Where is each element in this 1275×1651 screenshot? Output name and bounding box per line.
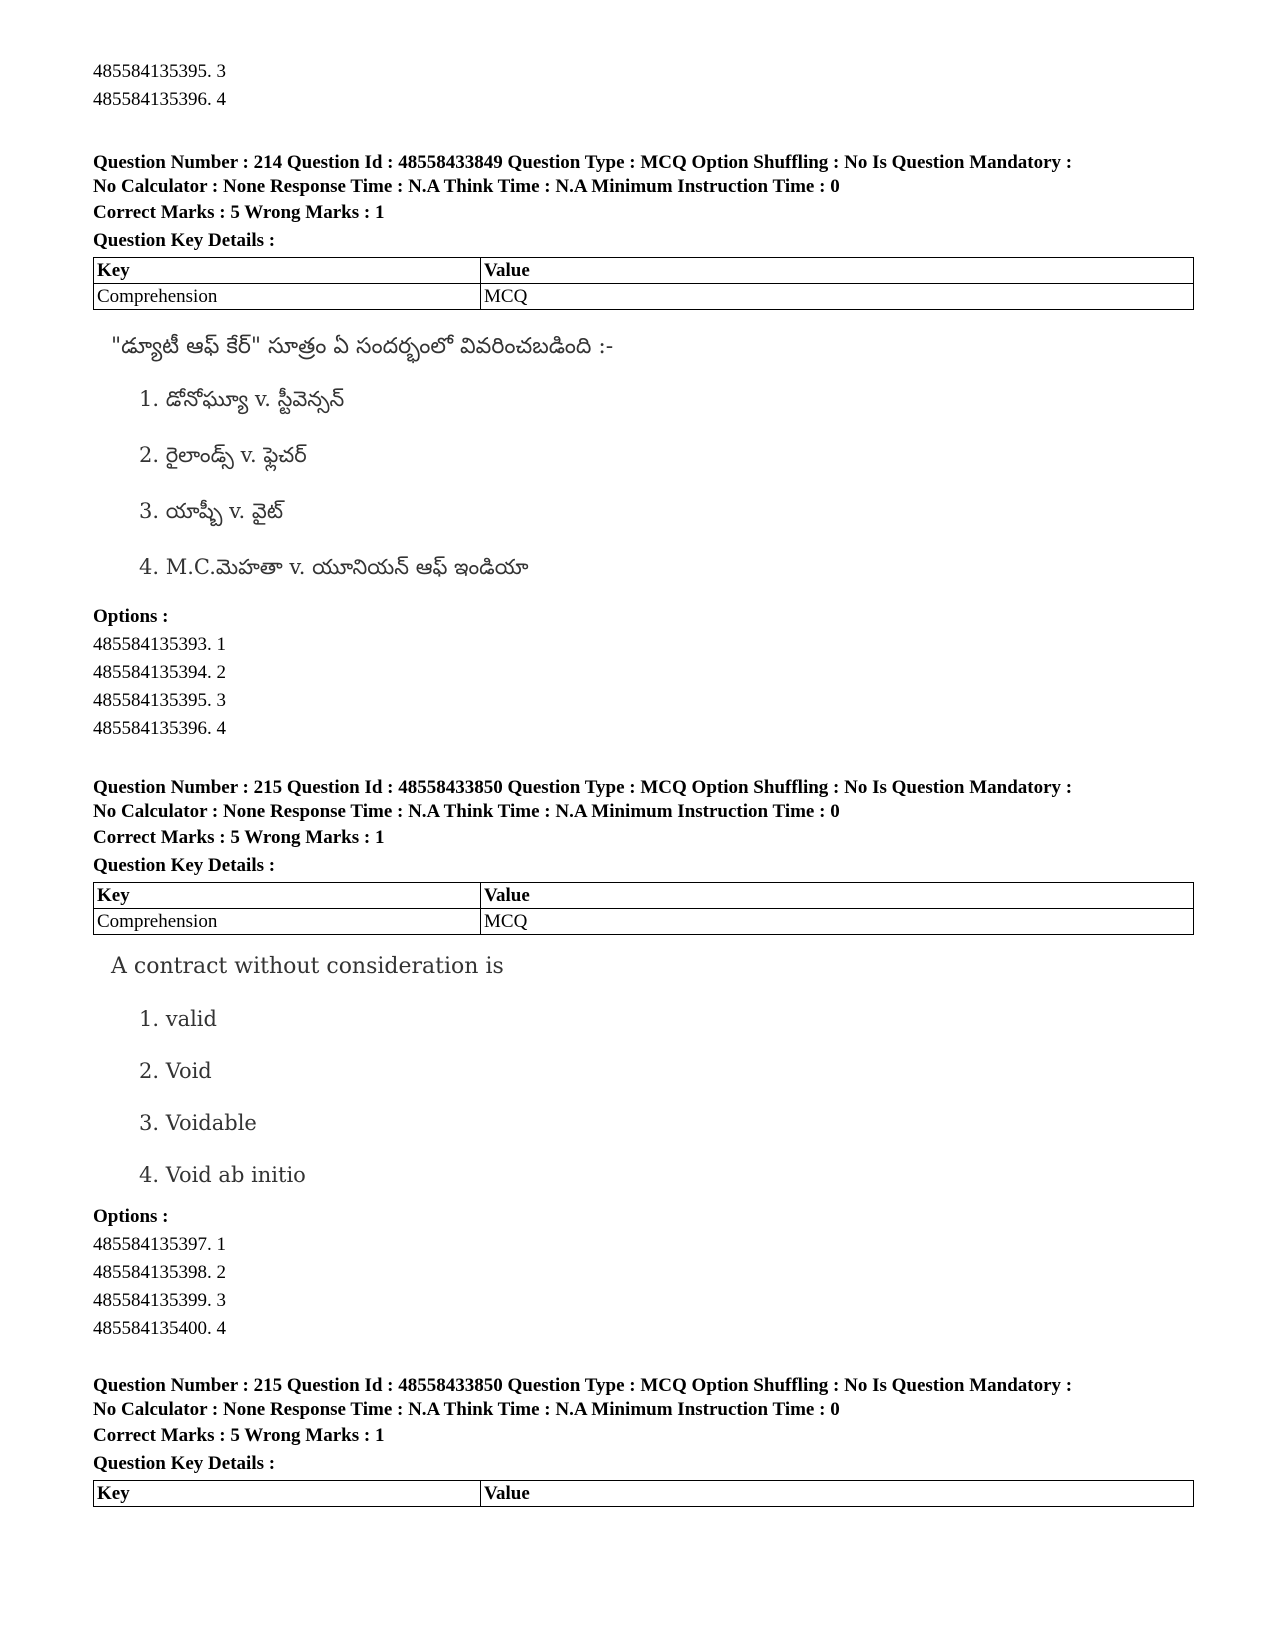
question-header-line1: Question Number : 214 Question Id : 48558433849 Question Type : MCQ Option Shuffling : No Is Question Mandatory :: [93, 152, 1073, 173]
question-215-repeat: [93, 1374, 1193, 1507]
option-line: 485584135395. 3: [93, 690, 226, 711]
option-line: 485584135397. 1: [93, 1234, 226, 1255]
question-215: [93, 776, 1193, 935]
options-label: Options :: [93, 606, 169, 627]
choice-item: 1. valid: [139, 1007, 217, 1031]
option-line: 485584135396. 4: [93, 718, 226, 739]
key-details-label: Question Key Details :: [93, 230, 276, 251]
question-stem: A contract without consideration is: [111, 954, 504, 979]
key-details-label: Question Key Details :: [93, 855, 276, 876]
option-line: 485584135394. 2: [93, 662, 226, 683]
table-cell-value: MCQ: [481, 909, 1194, 935]
question-214-options: [93, 603, 1193, 743]
choice-item: 1. డోనోఘ్యూ v. స్టీవెన్సన్: [139, 387, 345, 411]
table-cell-value: MCQ: [481, 284, 1194, 310]
question-header-line2: No Calculator : None Response Time : N.A Think Time : N.A Minimum Instruction Time : 0: [93, 801, 840, 822]
choice-item: 4. M.C.మెహతా v. యూనియన్ ఆఫ్ ఇండియా: [139, 555, 529, 579]
table-header-row: [94, 258, 1194, 284]
key-details-table: [93, 257, 1194, 310]
table-header-row: [94, 1481, 1194, 1507]
table-row: [94, 909, 1194, 935]
option-line: 485584135393. 1: [93, 634, 226, 655]
question-header-line2: No Calculator : None Response Time : N.A Think Time : N.A Minimum Instruction Time : 0: [93, 176, 840, 197]
top-options: [93, 58, 1193, 114]
choice-item: 4. Void ab initio: [139, 1163, 306, 1187]
choice-item: 2. Void: [139, 1059, 212, 1083]
table-row: [94, 284, 1194, 310]
question-header-line1: Question Number : 215 Question Id : 48558433850 Question Type : MCQ Option Shuffling : No Is Question Mandatory :: [93, 1375, 1073, 1396]
choice-item: 3. యాష్బీ v. వైట్: [139, 499, 284, 523]
table-header-key: Key: [94, 883, 481, 909]
marks-line: Correct Marks : 5 Wrong Marks : 1: [93, 827, 385, 848]
marks-line: Correct Marks : 5 Wrong Marks : 1: [93, 1425, 385, 1446]
options-label: Options :: [93, 1206, 169, 1227]
question-214-body: [111, 332, 1211, 582]
key-details-table: [93, 882, 1194, 935]
choice-item: 3. Voidable: [139, 1111, 257, 1135]
question-stem: "డ్యూటీ ఆఫ్ కేర్" సూత్రం ఏ సందర్భంలో వివరించబడింది :-: [111, 334, 614, 359]
table-cell-key: Comprehension: [94, 909, 481, 935]
key-details-table: [93, 1480, 1194, 1507]
table-header-value: Value: [481, 883, 1194, 909]
option-line: 485584135400. 4: [93, 1318, 226, 1339]
choice-item: 2. రైలాండ్స్ v. ఫ్లెచర్: [139, 443, 307, 467]
marks-line: Correct Marks : 5 Wrong Marks : 1: [93, 202, 385, 223]
table-header-value: Value: [481, 258, 1194, 284]
table-header-row: [94, 883, 1194, 909]
question-header-line1: Question Number : 215 Question Id : 48558433850 Question Type : MCQ Option Shuffling : No Is Question Mandatory :: [93, 777, 1073, 798]
option-line: 485584135398. 2: [93, 1262, 226, 1283]
question-215-options: [93, 1203, 1193, 1343]
question-215-body: [111, 952, 1211, 1190]
table-header-key: Key: [94, 1481, 481, 1507]
question-header-line2: No Calculator : None Response Time : N.A Think Time : N.A Minimum Instruction Time : 0: [93, 1399, 840, 1420]
question-214: [93, 151, 1193, 310]
option-line: 485584135396. 4: [93, 89, 226, 110]
table-header-key: Key: [94, 258, 481, 284]
table-header-value: Value: [481, 1481, 1194, 1507]
option-line: 485584135399. 3: [93, 1290, 226, 1311]
option-line: 485584135395. 3: [93, 61, 226, 82]
key-details-label: Question Key Details :: [93, 1453, 276, 1474]
table-cell-key: Comprehension: [94, 284, 481, 310]
